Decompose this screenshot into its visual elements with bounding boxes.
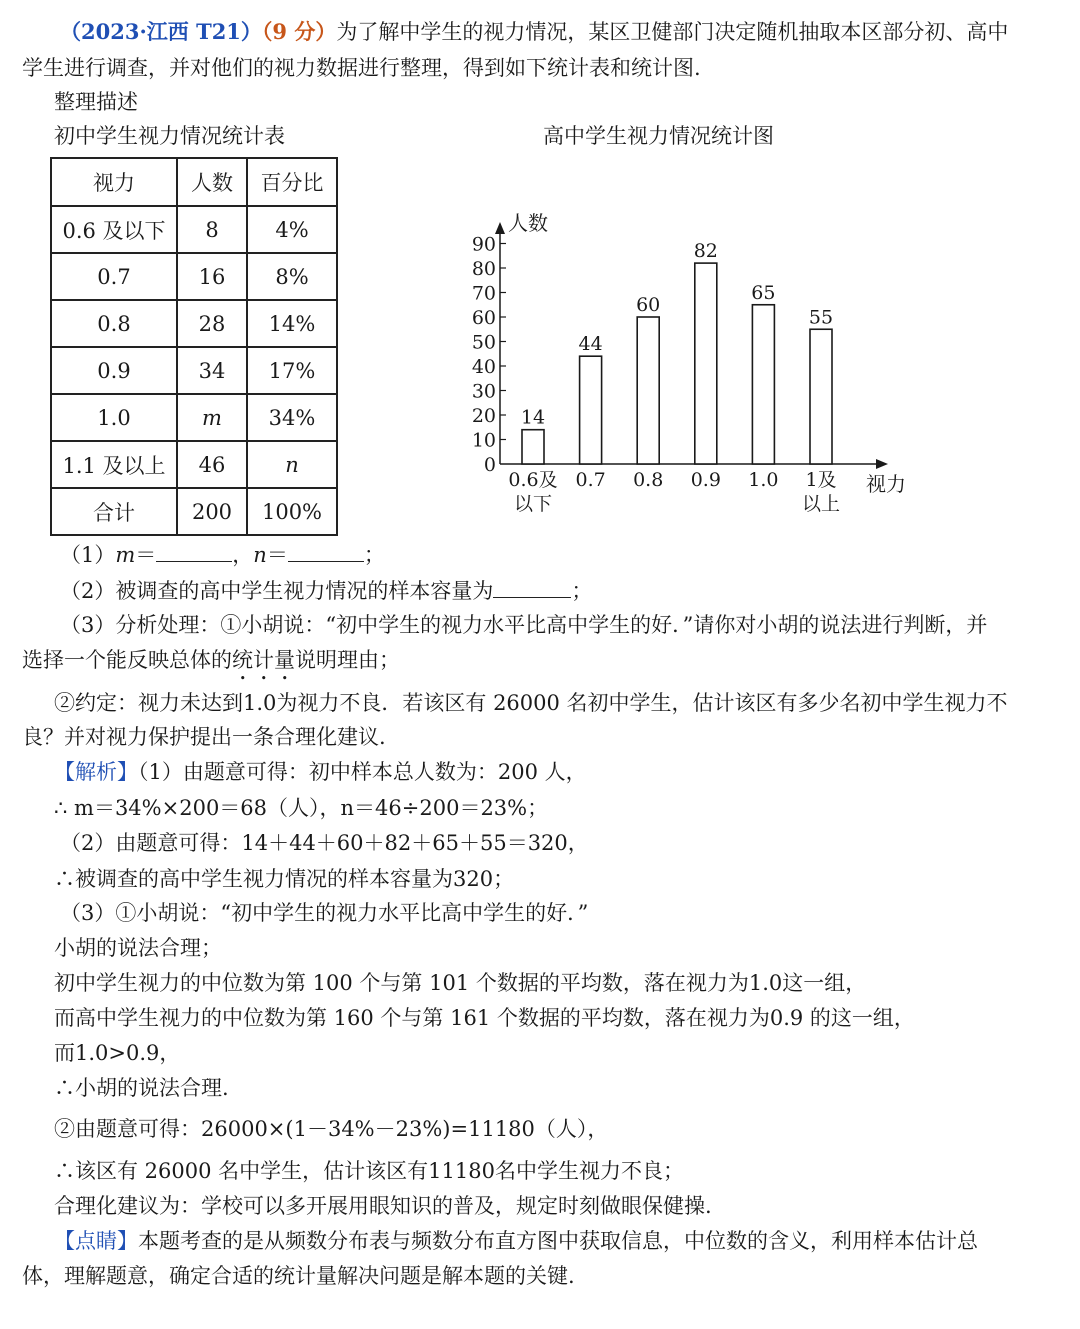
x-tick-label: 0.7: [575, 469, 606, 491]
bar: [810, 329, 832, 464]
comment-line-1: [54, 1226, 1052, 1256]
table-cell: 14%: [247, 300, 337, 347]
q1-var-m: m: [115, 543, 136, 567]
solution-text: （1）由题意可得：初中样本总人数为：200 人，: [138, 760, 587, 784]
solution-line-4: ∴被调查的高中学生视力情况的样本容量为320；: [54, 867, 515, 891]
question-1: [60, 540, 1052, 570]
table-cell: 8%: [247, 253, 337, 300]
table-cell-variable-n: n: [247, 441, 337, 488]
problem-source: （2023·江西 T21）: [60, 19, 262, 44]
table-cell: 34: [177, 347, 247, 394]
solution-line-5: （3）①小胡说：“初中学生的视力水平比高中学生的好．”: [60, 901, 589, 925]
high-school-vision-bar-chart: [460, 200, 920, 530]
problem-score: （9 分）: [261, 19, 337, 44]
q2-text: （2）被调查的高中学生视力情况的样本容量为: [60, 579, 494, 603]
y-tick-label: 90: [471, 233, 496, 256]
table-row: [51, 441, 337, 488]
table-cell: 0.6 及以下: [51, 206, 177, 253]
table-row: [51, 394, 337, 441]
bar: [695, 263, 717, 464]
comment-tag: 【点睛】: [54, 1229, 138, 1253]
vision-stats-table: [50, 157, 338, 536]
table-row: [51, 253, 337, 300]
q1-eq: ＝: [266, 543, 288, 567]
answer-blank-sample-size[interactable]: [493, 577, 571, 598]
y-axis-label: 人数: [508, 211, 548, 235]
question-3-line-3: ②约定：视力未达到1.0为视力不良．若该区有 26000 名初中学生，估计该区有多少名初中学生视力不: [54, 691, 1008, 715]
q1-end: ；: [363, 543, 385, 567]
question-2: [60, 576, 1052, 606]
table-header-cell: 百分比: [247, 158, 337, 206]
table-header-cell: 视力: [51, 158, 177, 206]
bar-value-label: 14: [520, 406, 546, 429]
table-cell: 0.9: [51, 347, 177, 394]
q3-text: 选择一个能反映总体的: [22, 648, 232, 672]
bar-value-label: 65: [751, 281, 776, 304]
x-tick-label: 0.8: [633, 469, 664, 491]
table-row: [51, 300, 337, 347]
y-tick-label: 50: [471, 331, 496, 354]
solution-line-1: [54, 757, 1052, 787]
table-cell: 4%: [247, 206, 337, 253]
solution-line-13: 合理化建议为：学校可以多开展用眼知识的普及，规定时刻做眼保健操.: [54, 1194, 712, 1218]
question-3-line-4: 良？并对视力保护提出一条合理化建议.: [22, 725, 386, 749]
x-tick-label: 0.6及: [508, 469, 558, 491]
table-cell: 200: [177, 488, 247, 535]
table-total-row: [51, 488, 337, 535]
x-tick-label: 以上: [801, 493, 841, 515]
question-3-line-2: [22, 645, 1052, 685]
y-tick-label: 80: [471, 258, 496, 280]
y-tick-label: 70: [471, 282, 496, 305]
y-tick-label: 40: [471, 356, 496, 378]
comment-line-2: 体，理解题意，确定合适的统计量解决问题是解本题的关键.: [22, 1264, 575, 1288]
intro-text-1: 为了解中学生的视力情况，某区卫健部门决定随机抽取本区部分初、高中: [336, 20, 1009, 44]
table-cell: 1.0: [51, 394, 177, 441]
solution-line-11: ②由题意可得：26000×(1－34%－23%)=11180（人），: [54, 1117, 609, 1141]
q1-var-n: n: [253, 543, 267, 567]
bar: [752, 305, 774, 464]
problem-intro-line-1: [60, 17, 1052, 47]
table-cell: 100%: [247, 488, 337, 535]
table-cell: 34%: [247, 394, 337, 441]
intro-text-2: 学生进行调查，并对他们的视力数据进行整理，得到如下统计表和统计图.: [22, 56, 701, 80]
bar: [580, 356, 602, 464]
table-cell: 16: [177, 253, 247, 300]
table-cell: 17%: [247, 347, 337, 394]
solution-line-6: 小胡的说法合理；: [54, 936, 222, 960]
table-title: 初中学生视力情况统计表: [54, 124, 285, 148]
solution-line-3: （2）由题意可得：14＋44＋60＋82＋65＋55＝320，: [60, 831, 589, 855]
q1-eq: ＝: [135, 543, 157, 567]
y-tick-label: 0: [483, 454, 496, 476]
table-cell: 0.7: [51, 253, 177, 300]
y-axis-arrow: [495, 222, 505, 234]
chart-title: 高中学生视力情况统计图: [543, 124, 774, 148]
q1-comma: ，: [232, 543, 254, 567]
answer-blank-n[interactable]: [288, 541, 364, 562]
comment-text: 本题考查的是从频数分布表与频数分布直方图中获取信息，中位数的含义，利用样本估计总: [138, 1229, 978, 1253]
table-cell: 28: [177, 300, 247, 347]
solution-line-2: ∴ m＝34%×200＝68（人），n＝46÷200＝23%；: [54, 796, 549, 820]
answer-blank-m[interactable]: [156, 541, 232, 562]
q3-text: 说明理由；: [295, 648, 400, 672]
x-tick-label: 以下: [513, 493, 553, 515]
q1-prefix: （1）: [60, 543, 116, 567]
solution-line-7: 初中学生视力的中位数为第 100 个与第 101 个数据的平均数，落在视力为1.0这一组，: [54, 971, 867, 995]
x-tick-label: 0.9: [690, 469, 721, 491]
bar-value-label: 55: [808, 306, 834, 329]
table-cell: 1.1 及以上: [51, 441, 177, 488]
y-tick-label: 60: [471, 307, 496, 329]
x-tick-label: 1.0: [748, 469, 779, 491]
solution-line-8: 而高中学生视力的中位数为第 160 个与第 161 个数据的平均数，落在视力为0.9 的这一组，: [54, 1006, 915, 1030]
section-label: 整理描述: [54, 90, 138, 114]
q2-end: ；: [571, 579, 593, 603]
table-row: [51, 347, 337, 394]
solution-tag: 【解析】: [54, 760, 138, 784]
x-axis-label: 视力: [866, 472, 906, 496]
bar: [637, 317, 659, 464]
question-3-line-1: （3）分析处理：①小胡说：“初中学生的视力水平比高中学生的好．”请你对小胡的说法进行判断，并: [60, 613, 988, 637]
bar-value-label: 82: [693, 240, 718, 263]
solution-line-10: ∴小胡的说法合理.: [54, 1076, 229, 1100]
solution-line-12: ∴该区有 26000 名中学生，估计该区有11180名中学生视力不良；: [54, 1159, 684, 1183]
x-tick-label: 1及: [805, 469, 837, 491]
bar-value-label: 44: [578, 333, 603, 356]
bar: [522, 430, 544, 464]
y-tick-label: 20: [471, 405, 496, 427]
q3-emphasis: 统计量: [232, 648, 295, 672]
solution-line-9: 而1.0>0.9，: [54, 1041, 181, 1065]
x-axis-arrow: [876, 459, 888, 469]
y-tick-label: 30: [471, 380, 496, 403]
table-header-cell: 人数: [177, 158, 247, 206]
table-cell: 46: [177, 441, 247, 488]
table-cell: 8: [177, 206, 247, 253]
bar-value-label: 60: [636, 294, 661, 316]
table-cell: 合计: [51, 488, 177, 535]
table-cell: 0.8: [51, 300, 177, 347]
y-tick-label: 10: [471, 429, 496, 452]
table-header-row: [51, 158, 337, 206]
table-row: [51, 206, 337, 253]
table-cell-variable-m: m: [177, 394, 247, 441]
